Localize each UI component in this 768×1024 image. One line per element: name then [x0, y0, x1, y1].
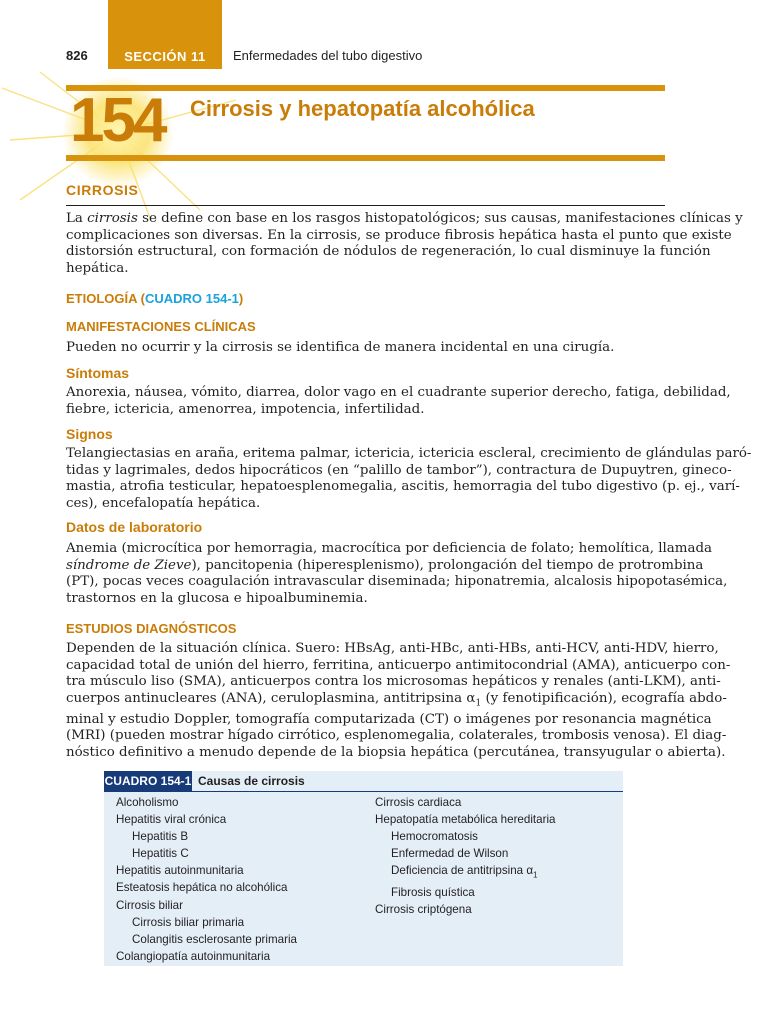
cuadro-item: Alcoholismo: [116, 796, 179, 809]
chapter-title: Cirrosis y hepatopatía alcohólica: [190, 96, 535, 121]
section-tab: SECCIÓN 11: [108, 0, 222, 69]
text-line: Dependen de la situación clínica. Suero: HBsAg, anti-HBc, anti-HBs, anti-HCV, anti-HDV, hierro,: [66, 641, 719, 656]
section-title: Enfermedades del tubo digestivo: [233, 48, 423, 63]
text-line: trastornos en la glucosa e hipoalbuminemia.: [66, 590, 368, 606]
laboratorio-paragraph: [66, 541, 728, 607]
text-line: Anemia (microcítica por hemorragia, macrocítica por deficiencia de folato; hemolítica, llamada: [66, 541, 712, 556]
cuadro-item: Cirrosis criptógena: [375, 902, 472, 916]
text-line: mastia, atrofia testicular, hepatoesplenomegalia, ascitis, hemorragia del tubo digestivo (p. ej., varí-: [66, 479, 740, 494]
text-line: (PT), pocas veces coagulación intravascular diseminada; hiponatremia, alcalosis hipopotasémica,: [66, 574, 728, 589]
text-line: La cirrosis se define con base en los rasgos histopatológicos; sus causas, manifestaciones clínicas y: [66, 211, 743, 226]
chapter-number: 154: [70, 86, 165, 155]
text-line: tidas y lagrimales, dedos hipocráticos (en “palillo de tambor”), contractura de Dupuytren, gineco-: [66, 462, 732, 478]
page-number: 826: [66, 48, 88, 63]
heading-sintomas: Síntomas: [66, 365, 130, 381]
cuadro-rule: [104, 791, 623, 792]
text-line: ces), encefalopatía hepática.: [66, 495, 261, 511]
text-line: tra músculo liso (SMA), anticuerpos contra los microsomas hepáticos y renales (anti-LKM), anti-: [66, 674, 721, 689]
heading-laboratorio: Datos de laboratorio: [66, 519, 203, 535]
text-line: fiebre, ictericia, amenorrea, impotencia, infertilidad.: [66, 401, 425, 417]
cuadro-item: Hepatopatía metabólica hereditaria: [375, 813, 556, 827]
heading-estudios: ESTUDIOS DIAGNÓSTICOS: [66, 621, 237, 636]
heading-manifestaciones: MANIFESTACIONES CLÍNICAS: [66, 319, 256, 334]
cuadro-right-column: [375, 794, 555, 918]
text-line: síndrome de Zieve), pancitopenia (hiperesplenismo), prolongación del tiempo de protrombina: [66, 557, 704, 573]
cuadro-item: Deficiencia de antitripsina $\alpha_1$: [391, 864, 538, 880]
cuadro-title: Causas de cirrosis: [198, 774, 305, 788]
cuadro-left-column: [116, 794, 297, 965]
text-line: capacidad total de unión del hierro, ferritina, anticuerpo antimitocondrial (AMA), anticuerpo con-: [66, 657, 731, 673]
cuadro-link[interactable]: CUADRO 154-1: [144, 291, 239, 306]
intro-paragraph: [66, 211, 743, 277]
heading-etiologia: ETIOLOGÍA (CUADRO 154-1): [66, 291, 244, 306]
cuadro-item: Hepatitis B: [132, 830, 189, 844]
text-line: cuerpos antinucleares (ANA), ceruloplasmina, antitripsina $\alpha_1$ (y fenotipificación), ecografía abdo-: [66, 690, 727, 709]
signos-paragraph: [66, 446, 752, 512]
heading-cirrosis: CIRROSIS: [66, 182, 139, 198]
cuadro-item: Fibrosis quística: [391, 885, 475, 899]
cuadro-tag: CUADRO 154-1: [104, 771, 192, 791]
cuadro-item: Colangitis esclerosante primaria: [132, 932, 297, 946]
cuadro-item: Cirrosis cardiaca: [375, 796, 462, 809]
text-line: minal y estudio Doppler, tomografía computarizada (CT) o imágenes por resonancia magnética: [66, 711, 712, 727]
cuadro-item: Hepatitis C: [132, 847, 189, 861]
cuadro-item: Hepatitis viral crónica: [116, 813, 227, 827]
text-line: (MRI) (pueden mostrar hígado cirrótico, esplenomegalia, colaterales, trombosis venosa). El diag-: [66, 728, 727, 744]
estudios-paragraph: [66, 641, 731, 761]
cuadro-item: Cirrosis biliar: [116, 898, 183, 912]
text-line: Telangiectasias en araña, eritema palmar, ictericia, ictericia escleral, crecimiento de glándulas paró-: [66, 446, 752, 461]
cuadro-item: Esteatosis hepática no alcohólica: [116, 881, 288, 895]
text-line: distorsión estructural, con formación de nódulos de regeneración, lo cual disminuye la función: [66, 244, 711, 259]
cuadro-item: Hemocromatosis: [391, 830, 478, 844]
manifestaciones-paragraph: [66, 340, 665, 357]
cuadro-item: Colangiopatía autoinmunitaria: [116, 949, 271, 963]
text-line: Anorexia, náusea, vómito, diarrea, dolor vago en el cuadrante superior derecho, fatiga, debilidad,: [66, 385, 731, 400]
cuadro-item: Hepatitis autoinmunitaria: [116, 864, 244, 878]
heading-signos: Signos: [66, 426, 113, 442]
heading-rule: [66, 205, 665, 206]
text-line: Pueden no ocurrir y la cirrosis se identifica de manera incidental en una cirugía.: [66, 340, 615, 355]
text-line: complicaciones son diversas. En la cirrosis, se produce fibrosis hepática hasta el punto que existe: [66, 227, 732, 243]
text-line: nóstico definitivo a menudo depende de la biopsia hepática (percutánea, transyugular o abierta).: [66, 744, 726, 760]
cuadro-item: Cirrosis biliar primaria: [132, 915, 245, 929]
cuadro-item: Enfermedad de Wilson: [391, 847, 509, 861]
sintomas-paragraph: [66, 385, 731, 418]
text-line: hepática.: [66, 260, 129, 276]
